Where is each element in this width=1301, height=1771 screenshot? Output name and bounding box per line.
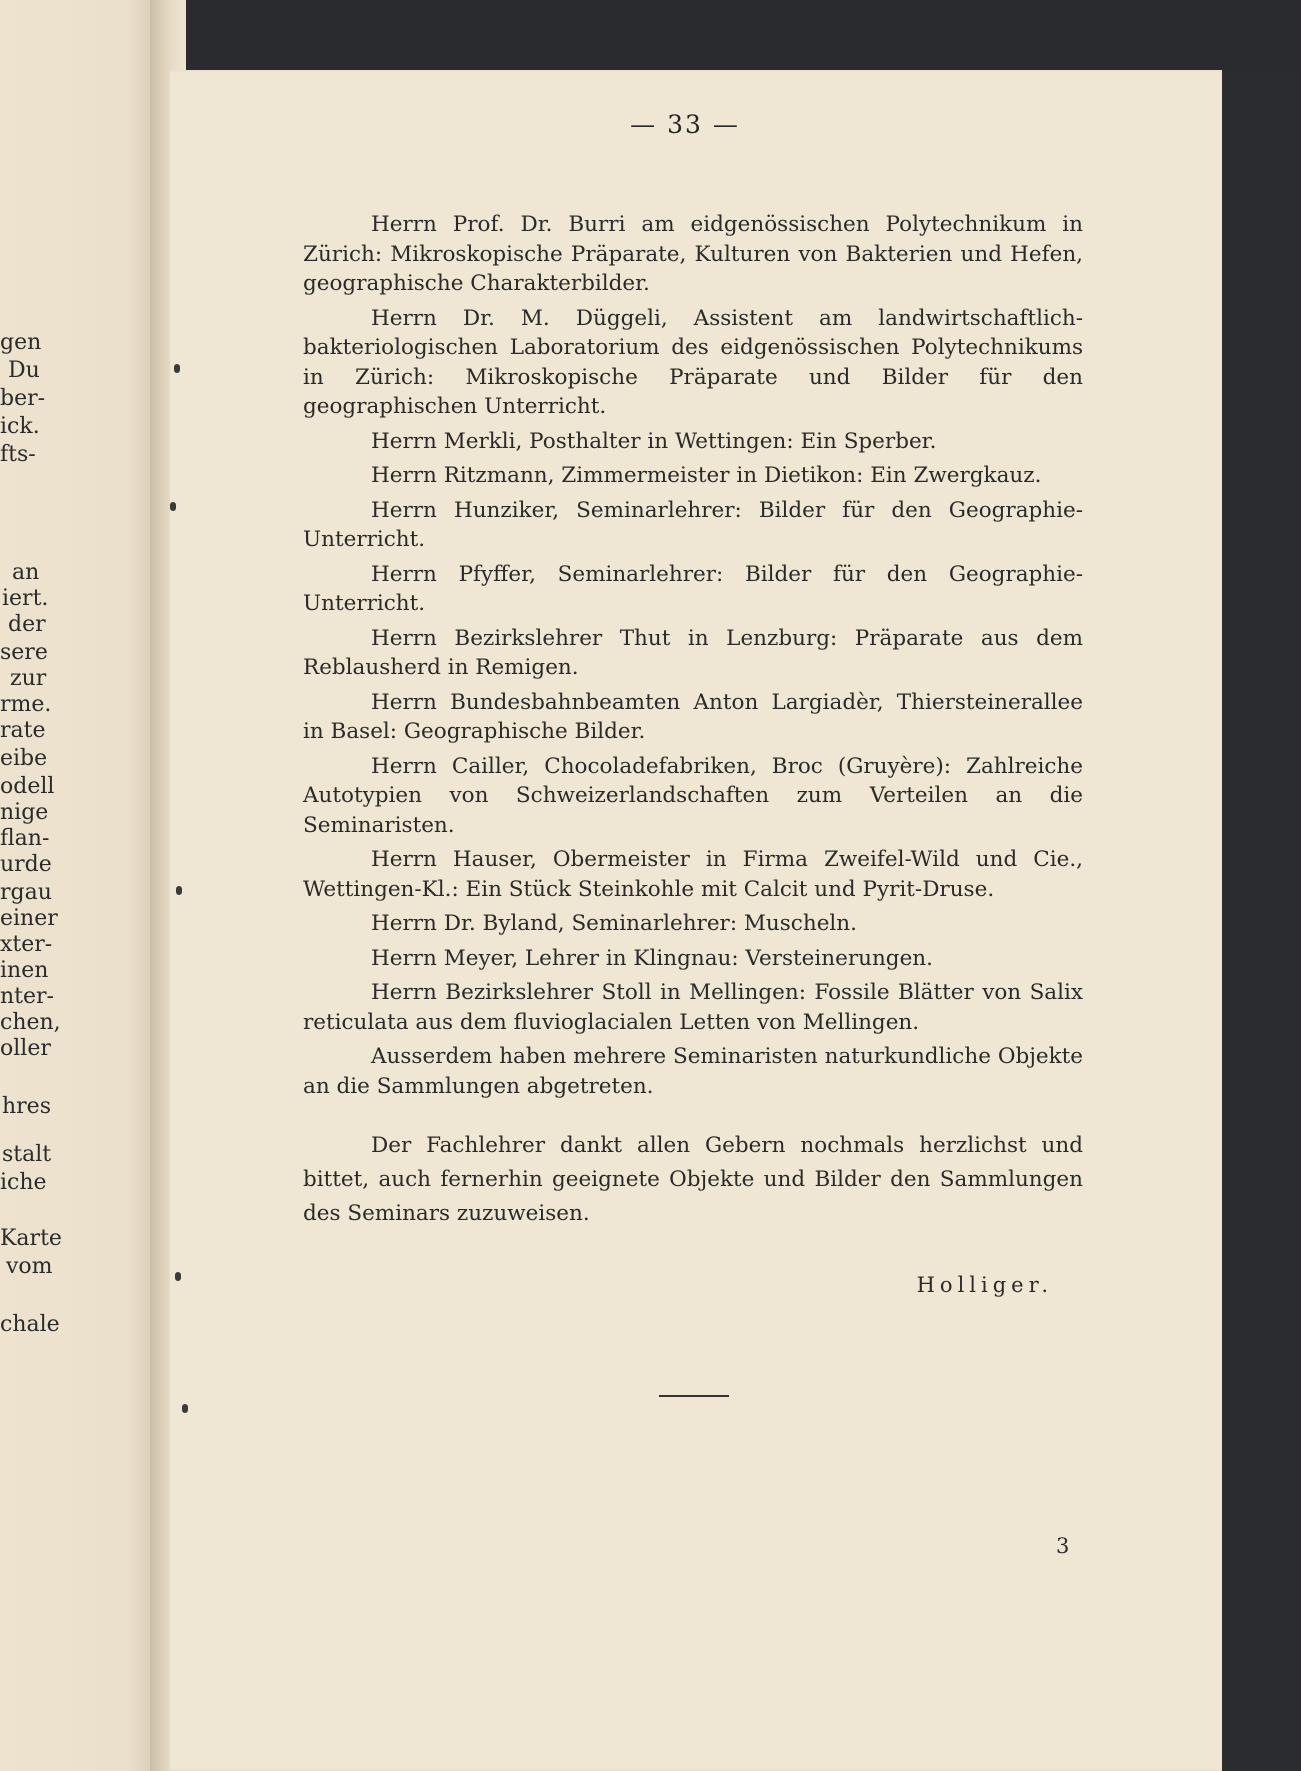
- previous-page-text-fragment: zur: [10, 666, 47, 691]
- previous-page-text-fragment: chen,: [0, 1010, 61, 1035]
- sheet-signature-number: 3: [1056, 1534, 1070, 1558]
- end-rule: [659, 1395, 729, 1397]
- previous-page-text-fragment: fts-: [0, 442, 36, 467]
- donor-entry: Herrn Prof. Dr. Burri am eidgenössischen Polytechnikum in Zürich: Mikroskopische Präparate, Kulturen von Bakterien und Hefen, geographische Charakterbilder.: [303, 212, 1083, 296]
- stitch-hole-1: [174, 364, 180, 373]
- donor-entry: Herrn Dr. M. Düggeli, Assistent am landwirtschaftlich-bakteriologischen Laboratorium des eidgenössischen Polytechnikums in Zürich: Mikroskopische Präparate und Bilder für den geographischen Unterricht.: [303, 305, 1083, 419]
- donor-list: [303, 210, 1083, 1037]
- document-body: [303, 210, 1083, 1301]
- previous-page-text-fragment: iche: [0, 1170, 47, 1195]
- previous-page-text-fragment: rate: [0, 718, 46, 743]
- page-edge-shadow: [1222, 70, 1301, 1771]
- previous-page-text-fragment: ber-: [0, 386, 46, 411]
- previous-page-edge: [0, 0, 158, 1771]
- previous-page-text-fragment: flan-: [0, 826, 50, 851]
- stitch-hole-3: [176, 886, 182, 895]
- previous-page-text-fragment: oller: [0, 1036, 51, 1061]
- donor-entry: Herrn Meyer, Lehrer in Klingnau: Versteinerungen.: [371, 945, 933, 971]
- previous-page-text-fragment: xter-: [0, 932, 53, 957]
- donor-entry: Herrn Merkli, Posthalter in Wettingen: Ein Sperber.: [371, 428, 937, 454]
- previous-page-text-fragment: ick.: [0, 414, 40, 439]
- donor-entry: Herrn Bezirkslehrer Stoll in Mellingen: Fossile Blätter von Salix reticulata aus dem fluvioglacialen Letten von Mellingen.: [303, 980, 1083, 1035]
- previous-page-text-fragment: vom: [6, 1254, 53, 1279]
- previous-page-text-fragment: odell: [0, 774, 55, 799]
- donor-entry: Herrn Cailler, Chocoladefabriken, Broc (Gruyère): Zahlreiche Autotypien von Schweizerlandschaften zum Verteilen an die Seminaristen.: [303, 753, 1083, 838]
- closing-paragraph: Ausserdem haben mehrere Seminaristen naturkundliche Objekte an die Sammlungen abgetreten.: [303, 1044, 1083, 1099]
- previous-page-text-fragment: eibe: [0, 746, 48, 771]
- previous-page-text-fragment: nige: [0, 800, 49, 825]
- stitch-hole-4: [175, 1272, 181, 1281]
- previous-page-text-fragment: gen: [0, 330, 42, 355]
- stitch-hole-2: [170, 502, 176, 511]
- previous-page-text-fragment: einer: [0, 906, 58, 931]
- donor-entry: Herrn Bezirkslehrer Thut in Lenzburg: Präparate aus dem Reblausherd in Remigen.: [303, 625, 1083, 680]
- previous-page-text-fragment: chale: [0, 1312, 60, 1337]
- previous-page-text-fragment: rgau: [0, 880, 52, 905]
- donor-entry: Herrn Hauser, Obermeister in Firma Zweifel-Wild und Cie., Wettingen-Kl.: Ein Stück Steinkohle mit Calcit und Pyrit-Druse.: [303, 847, 1083, 902]
- previous-page-text-fragment: Du: [8, 358, 40, 383]
- donor-entry: Herrn Dr. Byland, Seminarlehrer: Muscheln.: [371, 911, 857, 936]
- previous-page-text-fragment: iert.: [2, 586, 49, 611]
- donor-entry: Herrn Ritzmann, Zimmermeister in Dietikon: Ein Zwergkauz.: [371, 463, 1042, 488]
- signature: Holliger.: [916, 1273, 1053, 1297]
- stitch-hole-5: [182, 1404, 188, 1413]
- previous-page-text-fragment: der: [8, 612, 46, 637]
- thanks-paragraph: Der Fachlehrer dankt allen Gebern nochmals herzlichst und bittet, auch fernerhin geeignete Objekte und Bilder den Sammlungen des Seminars zuzuweisen.: [303, 1133, 1083, 1226]
- previous-page-text-fragment: sere: [0, 640, 48, 665]
- page-number: — 33 —: [630, 110, 740, 139]
- previous-page-text-fragment: Karte: [0, 1226, 62, 1251]
- previous-page-text-fragment: hres: [2, 1094, 51, 1119]
- previous-page-text-fragment: nter-: [0, 984, 54, 1009]
- previous-page-text-fragment: inen: [0, 958, 49, 983]
- previous-page-text-fragment: urde: [0, 852, 52, 877]
- previous-page-text-fragment: rme.: [0, 692, 52, 717]
- previous-page-text-fragment: an: [12, 560, 40, 585]
- donor-entry: Herrn Bundesbahnbeamten Anton Largiadèr, Thiersteinerallee in Basel: Geographische Bilder.: [303, 689, 1083, 744]
- donor-entry: Herrn Hunziker, Seminarlehrer: Bilder für den Geographie-Unterricht.: [303, 497, 1083, 552]
- previous-page-text-fragment: stalt: [2, 1142, 52, 1167]
- donor-entry: Herrn Pfyffer, Seminarlehrer: Bilder für den Geographie-Unterricht.: [303, 561, 1083, 616]
